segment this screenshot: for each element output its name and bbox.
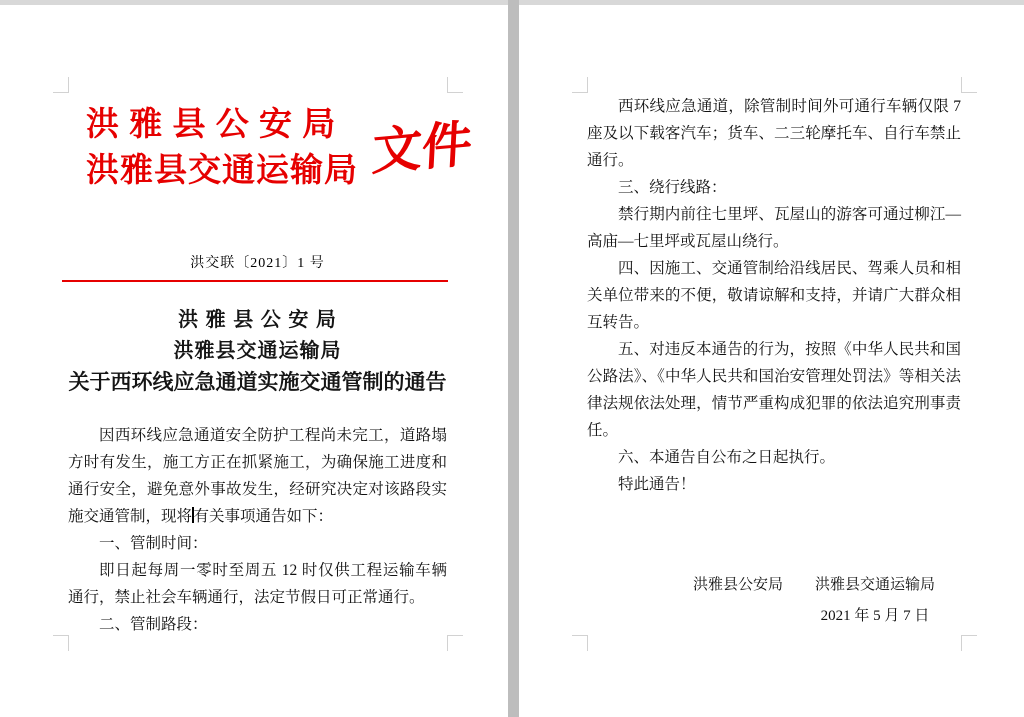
letterhead [68,102,474,194]
item-2-heading[interactable]: 二、管制路段： [99,616,208,633]
crop-mark-icon [447,635,463,651]
item-3-text[interactable]: 禁行期内前往七里坪、瓦屋山的游客可通过柳江—高庙—七里坪或瓦屋山绕行。 [587,206,961,250]
document-number[interactable]: 洪交联〔2021〕1 号 [190,256,325,271]
item-6-text[interactable]: 六、本通告自公布之日起执行。 [618,449,836,466]
signature-issuer-1[interactable]: 洪雅县公安局 [692,577,783,593]
item-2-text[interactable]: 西环线应急通道，除管制时间外可通行车辆仅限 7 座及以下载客汽车；货车、二三轮摩托车、自行车禁止通行。 [587,98,961,169]
letterhead-agency-line-1: 洪 雅 县 公 安 局 [86,107,337,143]
item-1-heading[interactable]: 一、管制时间： [99,535,208,552]
crop-mark-icon [53,77,69,93]
page-2-content[interactable] [587,93,961,627]
letterhead-agency-names [86,102,358,194]
title-line-3[interactable]: 关于西环线应急通道实施交通管制的通告 [68,371,447,394]
document-title[interactable] [68,305,447,398]
item-4-text[interactable]: 四、因施工、交通管制给沿线居民、驾乘人员和相关单位带来的不便，敬请谅解和支持，并请广大群众相互转告。 [587,260,961,331]
letterhead-agency-line-2: 洪雅县交通运输局 [86,153,358,189]
crop-mark-icon [961,77,977,93]
signature-issuer-2[interactable]: 洪雅县交通运输局 [814,577,935,593]
signature-issuer-2-column [815,574,935,627]
crop-mark-icon [572,635,588,651]
page-gap [508,0,519,717]
intro-paragraph[interactable] [68,422,447,530]
crop-mark-icon [572,77,588,93]
crop-mark-icon [961,635,977,651]
title-line-2[interactable]: 洪雅县交通运输局 [173,340,342,362]
item-3-heading[interactable]: 三、绕行线路： [618,179,727,196]
item-5-text[interactable]: 五、对违反本通告的行为，按照《中华人民共和国公路法》、《中华人民共和国治安管理处罚法》等相关法律法规依法处理，情节严重构成犯罪的依法追究刑事责任。 [587,341,961,439]
intro-text-after-cursor[interactable]: 有关事项通告如下： [193,508,334,525]
signature-date[interactable]: 2021 年 5 月 7 日 [820,608,930,624]
crop-mark-icon [53,635,69,651]
signature-block[interactable] [587,574,961,627]
title-line-1[interactable]: 洪 雅 县 公 安 局 [178,309,337,331]
page-1-body[interactable] [68,422,447,638]
document-page-1[interactable] [0,5,508,717]
item-1-text[interactable]: 即日起每周一零时至周五 12 时仅供工程运输车辆通行，禁止社会车辆通行，法定节假日可正常通行。 [68,562,447,606]
letterhead-doc-type: 文件 [370,115,474,181]
letterhead-divider-rule [62,280,448,282]
closing-line[interactable]: 特此通告！ [618,476,696,493]
intro-text-before-cursor[interactable]: 因西环线应急通道安全防护工程尚未完工，道路塌方时有发生，施工方正在抓紧施工，为确保施工进度和通行安全，避免意外事故发生，经研究决定对该路段实施交通管制，现将 [68,427,447,525]
document-page-2[interactable] [519,5,1024,717]
crop-mark-icon [447,77,463,93]
page-1-content[interactable] [68,92,474,638]
